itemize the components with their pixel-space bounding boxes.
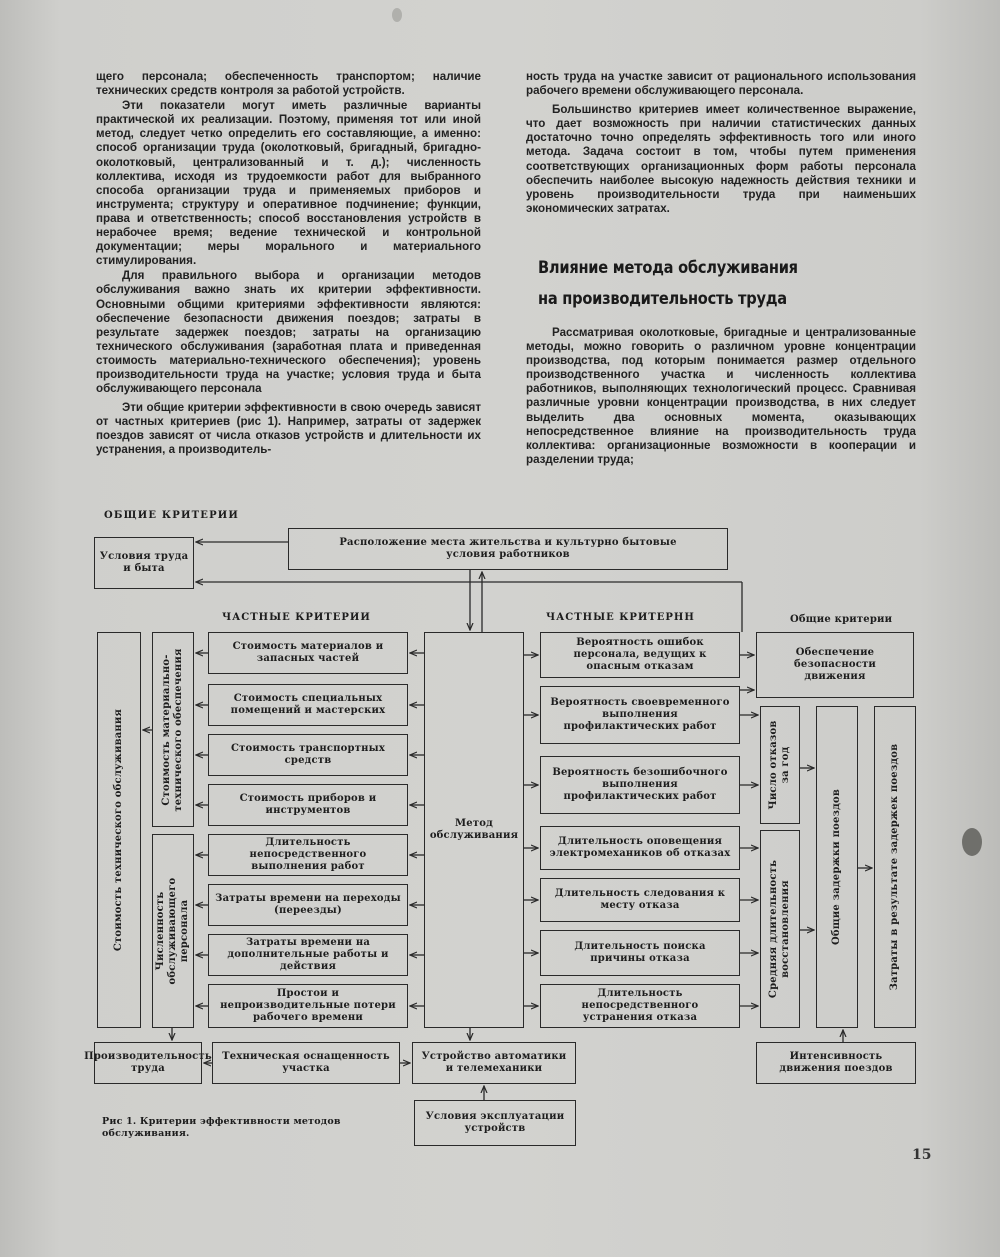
partial-criteria-right-title: ЧАСТНЫЕ КРИТЕРНН: [546, 612, 695, 623]
section-heading: на производительность труда: [538, 289, 787, 309]
productivity-box: Производительность труда: [94, 1042, 202, 1084]
partial-criteria-left-title: ЧАСТНЫЕ КРИТЕРИИ: [222, 612, 371, 623]
paragraph: ность труда на участке зависит от рационального использования рабочего времени обслуживающего персонала.: [526, 70, 916, 98]
right-criterion-7: Длительность непосредственного устранения отказа: [540, 984, 740, 1028]
paragraph: щего персонала; обеспеченность транспортом; наличие технических средств контроля за работой устройств.: [96, 70, 481, 98]
section-heading: Влияние метода обслуживания: [538, 258, 798, 278]
material-supply-cost-box: Стоимость материально-технического обеспечения: [152, 632, 194, 827]
left-criterion-2: Стоимость специальных помещений и мастерских: [208, 684, 408, 726]
print-spot: [392, 8, 402, 22]
right-criterion-3: Вероятность безошибочного выполнения профилактических работ: [540, 756, 740, 814]
left-criterion-7: Затраты времени на дополнительные работы и действия: [208, 934, 408, 976]
left-criterion-6: Затраты времени на переходы (переезды): [208, 884, 408, 926]
living-conditions-box: Условия труда и быта: [94, 537, 194, 589]
left-criterion-5: Длительность непосредственного выполнения работ: [208, 834, 408, 876]
right-criterion-1: Вероятность ошибок персонала, ведущих к опасным отказам: [540, 632, 740, 678]
safety-box: Обеспечение безопасности движения: [756, 632, 914, 698]
train-delays-box: Общие задержки поездов: [816, 706, 858, 1028]
paragraph: Большинство критериев имеет количественное выражение, что дает возможность при наличии статистических данных достаточно точно определять эффективность того или иного метода. Задача состоит в том, чтобы путем применения соответствующих организационных форм работы персонала обеспечить наиболее высокую надежность действия техники и уровень производительности труда при наименьших экономических затратах.: [526, 103, 916, 215]
left-criterion-3: Стоимость транспортных средств: [208, 734, 408, 776]
paragraph: Эти общие критерии эффективности в свою очередь зависят от частных критериев (рис 1). Например, затраты от задержек поездов зависят от числа отказов устройств и длительности их устранения, а производитель-: [96, 401, 481, 457]
left-criterion-1: Стоимость материалов и запасных частей: [208, 632, 408, 674]
automation-box: Устройство автоматики и телемеханики: [412, 1042, 576, 1084]
right-criterion-6: Длительность поиска причины отказа: [540, 930, 740, 976]
figure-caption: Рис 1. Критерии эффективности методов обслуживания.: [102, 1116, 341, 1139]
right-criterion-5: Длительность следования к месту отказа: [540, 878, 740, 922]
right-criterion-4: Длительность оповещения электромехаников об отказах: [540, 826, 740, 870]
delay-costs-box: Затраты в результате задержек поездов: [874, 706, 916, 1028]
page-number: 15: [912, 1147, 932, 1163]
tech-equipment-box: Техническая оснащенность участка: [212, 1042, 400, 1084]
tech-maintenance-cost-box: Стоимость технического обслуживания: [97, 632, 141, 1028]
traffic-intensity-box: Интенсивность движения поездов: [756, 1042, 916, 1084]
left-criterion-4: Стоимость приборов и инструментов: [208, 784, 408, 826]
paragraph: Рассматривая околотковые, бригадные и централизованные методы, можно говорить о различном уровне концентрации производства, под которым понимается размер отдельного производственного участка и численность коллектива работников, выполняющих технологический процесс. Сравнивая различные уровни концентрации производства, в них следует выделить два основных момента, оказывающих непосредственное влияние на производительность труда коллектива: организационные возможности в кооперации и разделении труда;: [526, 326, 916, 466]
paragraph: Для правильного выбора и организации методов обслуживания важно знать их критерии эффективности. Основными общими критериями эффективности являются: обеспечение безопасности движения поездов; затраты в результате задержек поездов; затраты на организацию технического обслуживания (заработная плата и приведенная стоимость материально-технического обеспечения); уровень производительности труда на участке; условия труда и быта обслуживающего персонала: [96, 269, 481, 396]
location-box: Расположение места жительства и культурно бытовые условия работников: [288, 528, 728, 570]
operating-conditions-box: Условия эксплуатации устройств: [414, 1100, 576, 1146]
left-criterion-8: Простои и непроизводительные потери рабочего времени: [208, 984, 408, 1028]
general-criteria-title: ОБЩИЕ КРИТЕРИИ: [104, 510, 240, 521]
failures-count-box: Число отказов за год: [760, 706, 800, 824]
ink-blot: [962, 828, 982, 856]
paragraph: Эти показатели могут иметь различные варианты практической их реализации. Поэтому, применяя тот или иной метод, следует четко определить его составляющие, а именно: способ организации труда (околотковый, бригадный, бригадно-околотковый, централизованный и т. д.); численность коллектива, исходя из трудоемкости работ для выбранного способа организации труда и применяемых приборов и инструмента; структуру и оперативное подчинение; функции, права и ответственность; способ восстановления устройств в нерабочее время; ведение технической и контрольной документации; меры морального и материального стимулирования.: [96, 99, 481, 268]
recovery-duration-box: Средняя длительность восстановления: [760, 830, 800, 1028]
right-criterion-2: Вероятность своевременного выполнения профилактических работ: [540, 686, 740, 744]
staff-count-box: Численность обслуживающего персонала: [152, 834, 194, 1028]
general-criteria-right-title: Общие критерии: [790, 614, 893, 625]
service-method-box: Метод обслуживания: [424, 632, 524, 1028]
